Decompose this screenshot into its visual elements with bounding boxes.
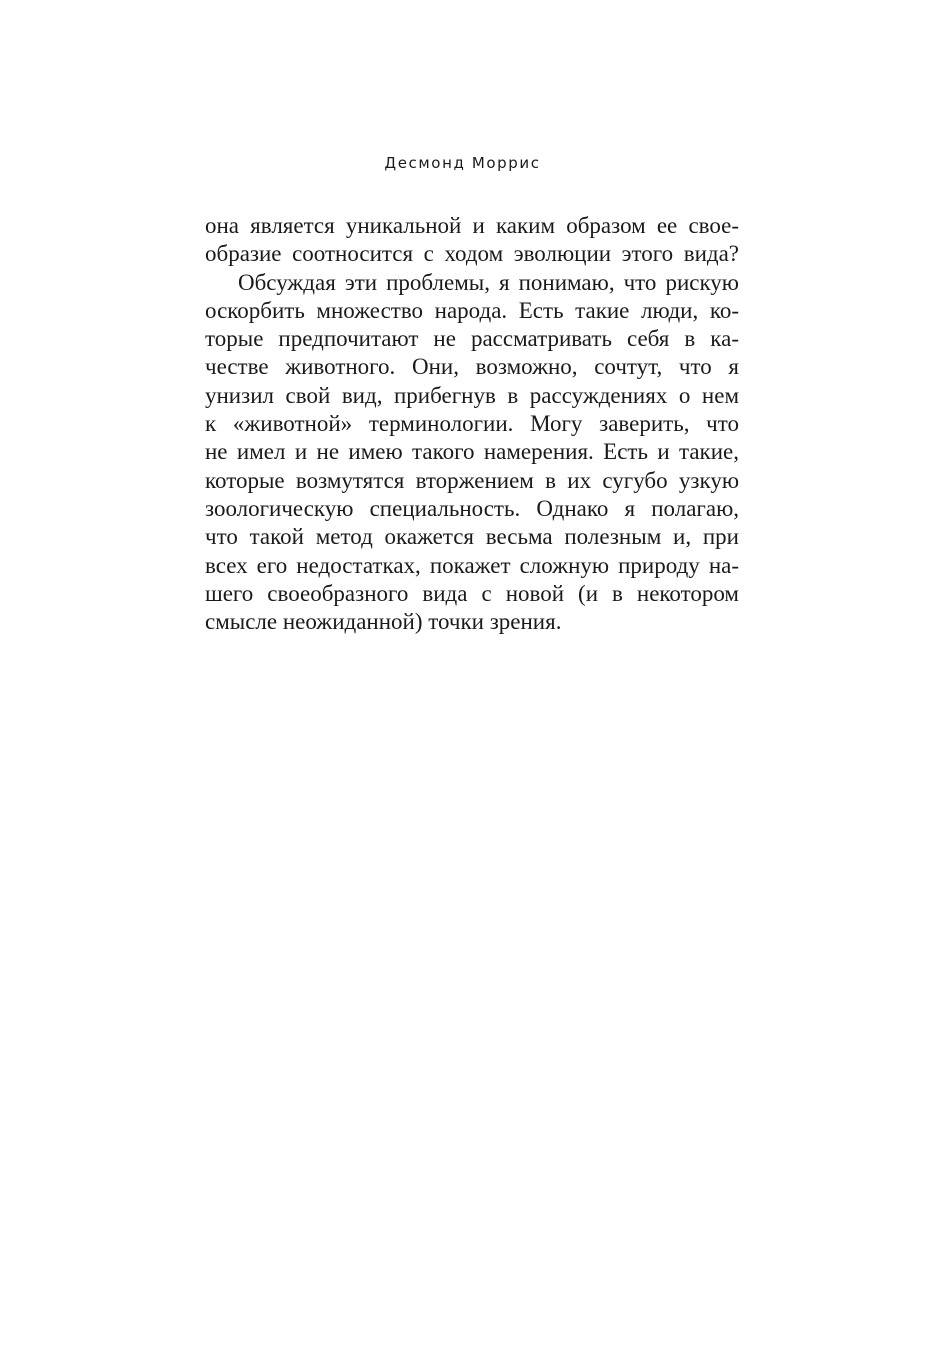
text-line: зоологическую специальность. Однако я полагаю,	[205, 495, 739, 521]
text-line: которые возмутятся вторжением в их сугубо узкую	[205, 467, 739, 493]
text-line: не имел и не имею такого намерения. Есть и такие,	[205, 439, 739, 465]
text-line: всех его недостатках, покажет сложную природу на-	[205, 552, 739, 578]
text-line: она является уникальной и каким образом ее свое-	[205, 213, 739, 238]
paragraph-last-line: смысле неожиданной) точки зрения.	[205, 609, 562, 635]
text-line: унизил свой вид, прибегнув в рассуждениях о нем	[205, 382, 739, 408]
body-text	[205, 212, 739, 636]
text-line: оскорбить множество народа. Есть такие люди, ко-	[205, 297, 739, 323]
text-line: что такой метод окажется весьма полезным и, при	[205, 524, 739, 550]
running-title: Десмонд Моррис	[384, 154, 541, 172]
text-line: честве животного. Они, возможно, сочтут, что я	[205, 354, 739, 380]
paragraph-first-line: Обсуждая эти проблемы, я понимаю, что рискую	[238, 269, 739, 295]
text-line: образие соотносится с ходом эволюции этого вида?	[205, 241, 739, 267]
text-line: торые предпочитают не рассматривать себя в ка-	[205, 326, 739, 352]
text-line: шего своеобразного вида с новой (и в некотором	[205, 580, 739, 606]
text-line: к «животной» терминологии. Могу заверить, что	[205, 411, 739, 437]
